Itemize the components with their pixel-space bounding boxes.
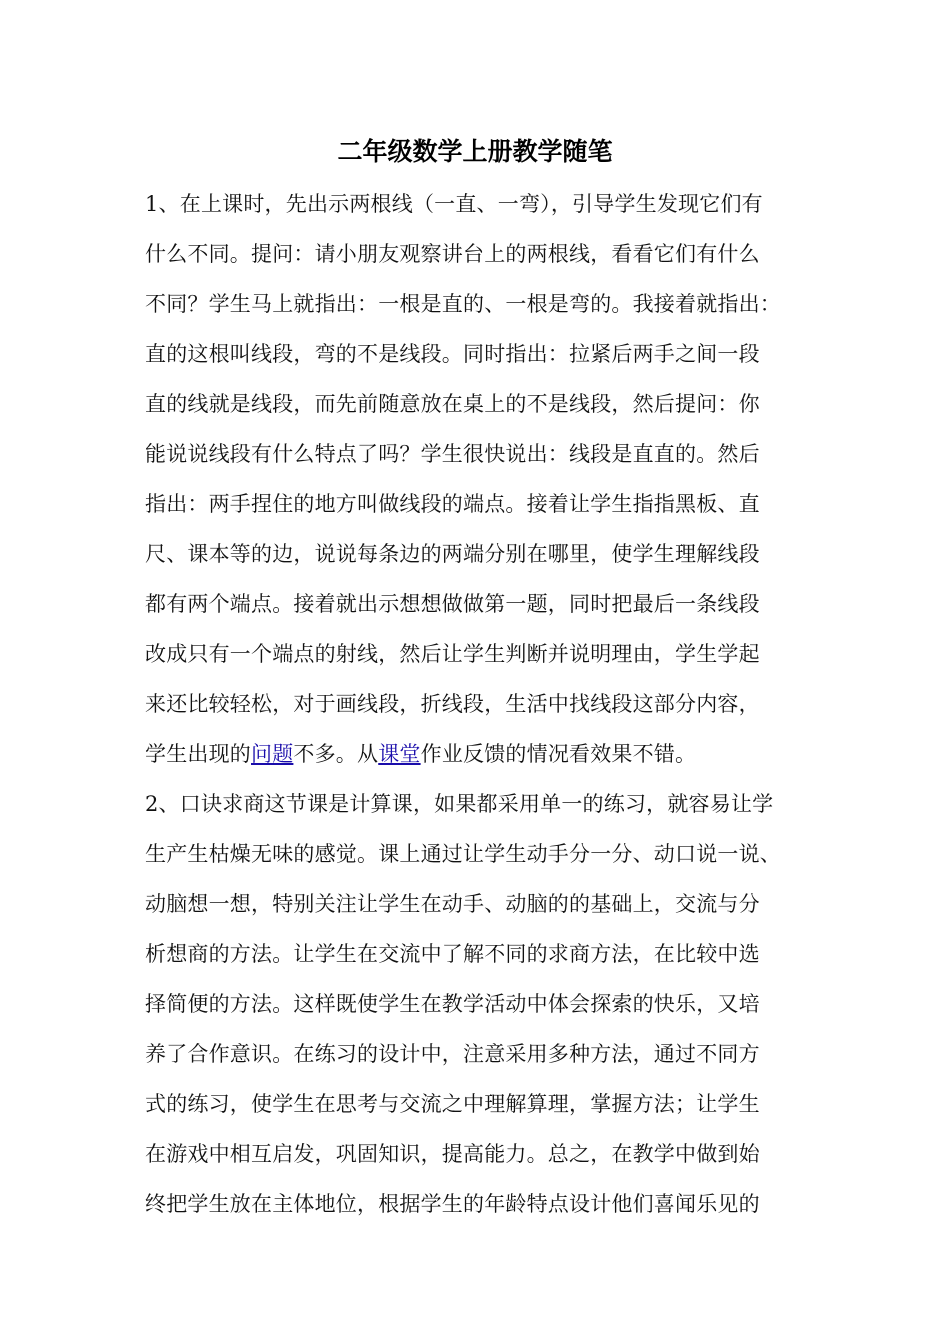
link-ketang[interactable]: 课堂 [378, 742, 421, 766]
paragraph-1 [145, 179, 825, 779]
text-line: 不同？学生马上就指出：一根是直的、一根是弯的。我接着就指出： [145, 292, 781, 316]
text-line: 尺、课本等的边，说说每条边的两端分别在哪里，使学生理解线段 [145, 542, 760, 566]
text-line: 在游戏中相互启发，巩固知识，提高能力。总之，在教学中做到始 [145, 1142, 760, 1166]
text-line: 择简便的方法。这样既使学生在教学活动中体会探索的快乐，又培 [145, 992, 760, 1016]
text-line: 动脑想一想，特别关注让学生在动手、动脑的的基础上，交流与分 [145, 892, 760, 916]
text-line-with-links [145, 729, 825, 779]
text-line: 来还比较轻松，对于画线段，折线段，生活中找线段这部分内容， [145, 692, 760, 716]
text-line: 2、口诀求商这节课是计算课，如果都采用单一的练习，就容易让学 [145, 792, 774, 816]
text-line: 改成只有一个端点的射线，然后让学生判断并说明理由，学生学起 [145, 642, 760, 666]
text-line: 养了合作意识。在练习的设计中，注意采用多种方法，通过不同方 [145, 1042, 760, 1066]
text-line: 直的这根叫线段，弯的不是线段。同时指出：拉紧后两手之间一段 [145, 342, 760, 366]
link-wenti[interactable]: 问题 [251, 742, 294, 766]
text-line: 1、在上课时，先出示两根线（一直、一弯），引导学生发现它们有 [145, 192, 763, 216]
text-line: 指出：两手捏住的地方叫做线段的端点。接着让学生指指黑板、直 [145, 492, 760, 516]
text-line: 什么不同。提问：请小朋友观察讲台上的两根线，看看它们有什么 [145, 242, 760, 266]
text-line: 能说说线段有什么特点了吗？学生很快说出：线段是直直的。然后 [145, 442, 760, 466]
text-segment: 不多。从 [293, 742, 379, 766]
text-line: 式的练习，使学生在思考与交流之中理解算理，掌握方法；让学生 [145, 1092, 760, 1116]
text-segment: 作业反馈的情况看效果不错。 [420, 742, 697, 766]
text-line: 都有两个端点。接着就出示想想做做第一题，同时把最后一条线段 [145, 592, 760, 616]
text-line: 终把学生放在主体地位，根据学生的年龄特点设计他们喜闻乐见的 [145, 1192, 760, 1216]
text-line: 直的线就是线段，而先前随意放在桌上的不是线段，然后提问：你 [145, 392, 760, 416]
paragraph-2 [145, 779, 825, 1229]
text-line: 生产生枯燥无味的感觉。课上通过让学生动手分一分、动口说一说、 [145, 842, 781, 866]
document-title: 二年级数学上册教学随笔 [337, 137, 613, 166]
document-body [145, 179, 825, 1229]
text-segment: 学生出现的 [145, 742, 251, 766]
text-line: 析想商的方法。让学生在交流中了解不同的求商方法，在比较中选 [145, 942, 760, 966]
